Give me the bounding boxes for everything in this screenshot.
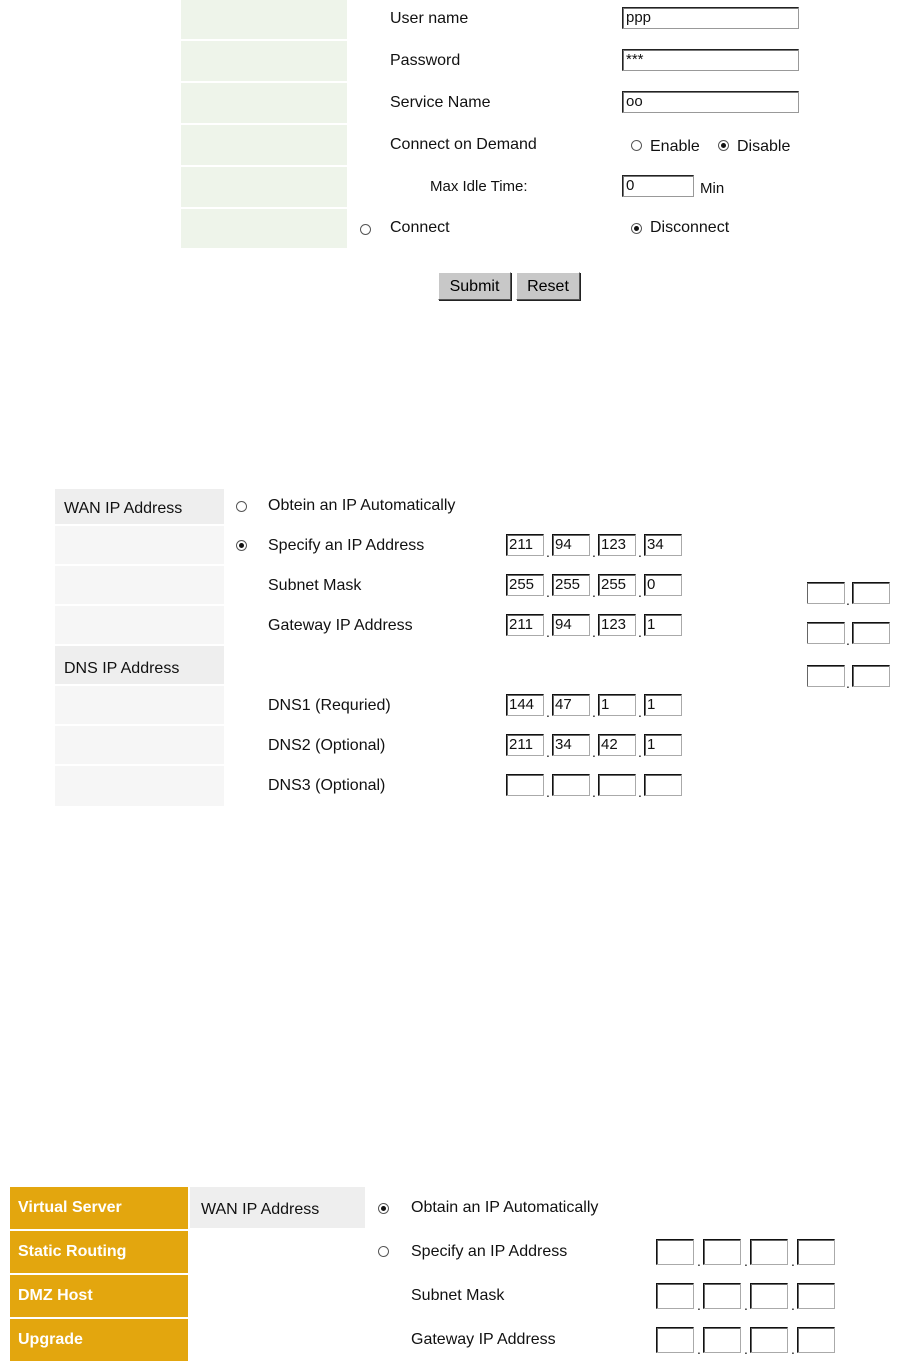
separator-dot: . <box>638 704 642 720</box>
label-cell <box>55 686 224 724</box>
dns2-label: DNS2 (Optional) <box>268 737 386 754</box>
enable-radio[interactable] <box>631 140 642 151</box>
fragment-input[interactable] <box>807 665 845 687</box>
fragment-input[interactable] <box>852 582 890 604</box>
min-label: Min <box>700 180 725 197</box>
label-cell <box>55 766 224 806</box>
disconnect-label: Disconnect <box>650 219 730 236</box>
label-cell <box>55 566 224 604</box>
ip-octet-3[interactable]: 123 <box>598 534 636 556</box>
bottom-subnet-octet-4[interactable] <box>797 1283 835 1309</box>
bottom-subnet-octet-1[interactable] <box>656 1283 694 1309</box>
bottom-ip-octet-1[interactable] <box>656 1239 694 1265</box>
bottom-subnet-octet-3[interactable] <box>750 1283 788 1309</box>
separator-dot: . <box>638 784 642 800</box>
username-input[interactable]: ppp <box>622 7 799 29</box>
separator-dot: . <box>846 632 850 648</box>
enable-label: Enable <box>650 138 700 155</box>
bottom-gateway-label: Gateway IP Address <box>411 1331 556 1348</box>
gateway-octet-1[interactable]: 211 <box>506 614 544 636</box>
bottom-subnet-octet-2[interactable] <box>703 1283 741 1309</box>
ip-octet-4[interactable]: 34 <box>644 534 682 556</box>
dns1-label: DNS1 (Requried) <box>268 697 391 714</box>
password-input[interactable]: *** <box>622 49 799 71</box>
separator-dot: . <box>791 1341 795 1357</box>
service-name-label: Service Name <box>390 94 491 111</box>
connect-on-demand-label: Connect on Demand <box>390 136 537 153</box>
dns3-octet-1[interactable] <box>506 774 544 796</box>
gateway-octet-3[interactable]: 123 <box>598 614 636 636</box>
separator-dot: . <box>546 784 550 800</box>
dns-ip-label: DNS IP Address <box>64 660 180 677</box>
fragment-input[interactable] <box>852 622 890 644</box>
separator-dot: . <box>846 592 850 608</box>
specify-ip-radio[interactable] <box>236 540 247 551</box>
nav-static-routing[interactable]: Static Routing <box>10 1231 188 1273</box>
bottom-obtain-ip-radio[interactable] <box>378 1203 389 1214</box>
divider <box>181 81 347 83</box>
bottom-wan-ip-label: WAN IP Address <box>201 1201 320 1218</box>
bottom-ip-octet-2[interactable] <box>703 1239 741 1265</box>
fragment-input[interactable] <box>852 665 890 687</box>
dns1-octet-4[interactable]: 1 <box>644 694 682 716</box>
separator-dot: . <box>697 1297 701 1313</box>
separator-dot: . <box>744 1253 748 1269</box>
separator-dot: . <box>791 1253 795 1269</box>
specify-ip-label: Specify an IP Address <box>268 537 425 554</box>
gateway-label: Gateway IP Address <box>268 617 413 634</box>
disable-label: Disable <box>737 138 791 155</box>
separator-dot: . <box>546 704 550 720</box>
separator-dot: . <box>638 624 642 640</box>
separator-dot: . <box>744 1341 748 1357</box>
dns2-octet-1[interactable]: 211 <box>506 734 544 756</box>
username-label: User name <box>390 10 469 27</box>
subnet-mask-label: Subnet Mask <box>268 577 362 594</box>
nav-upgrade[interactable]: Upgrade <box>10 1319 188 1361</box>
separator-dot: . <box>791 1297 795 1313</box>
obtain-ip-radio[interactable] <box>236 501 247 512</box>
max-idle-input[interactable]: 0 <box>622 175 694 197</box>
separator-dot: . <box>592 544 596 560</box>
separator-dot: . <box>546 624 550 640</box>
bottom-gateway-octet-1[interactable] <box>656 1327 694 1353</box>
bottom-subnet-label: Subnet Mask <box>411 1287 505 1304</box>
label-cell <box>55 606 224 644</box>
separator-dot: . <box>546 744 550 760</box>
service-name-input[interactable]: oo <box>622 91 799 113</box>
ip-octet-1[interactable]: 211 <box>506 534 544 556</box>
separator-dot: . <box>697 1341 701 1357</box>
dns3-octet-2[interactable] <box>552 774 590 796</box>
subnet-octet-1[interactable]: 255 <box>506 574 544 596</box>
fragment-input[interactable] <box>807 622 845 644</box>
separator-dot: . <box>546 584 550 600</box>
dns2-octet-4[interactable]: 1 <box>644 734 682 756</box>
separator-dot: . <box>638 744 642 760</box>
label-cell <box>55 726 224 764</box>
bottom-ip-octet-4[interactable] <box>797 1239 835 1265</box>
dns1-octet-3[interactable]: 1 <box>598 694 636 716</box>
subnet-octet-3[interactable]: 255 <box>598 574 636 596</box>
separator-dot: . <box>846 675 850 691</box>
bottom-gateway-octet-3[interactable] <box>750 1327 788 1353</box>
dns2-octet-3[interactable]: 42 <box>598 734 636 756</box>
bottom-specify-ip-label: Specify an IP Address <box>411 1243 568 1260</box>
separator-dot: . <box>546 544 550 560</box>
divider <box>181 207 347 209</box>
separator-dot: . <box>592 704 596 720</box>
subnet-octet-4[interactable]: 0 <box>644 574 682 596</box>
separator-dot: . <box>592 584 596 600</box>
dns1-octet-2[interactable]: 47 <box>552 694 590 716</box>
separator-dot: . <box>638 544 642 560</box>
disconnect-radio[interactable] <box>631 223 642 234</box>
divider <box>181 123 347 125</box>
ip-octet-2[interactable]: 94 <box>552 534 590 556</box>
obtain-ip-label: Obtein an IP Automatically <box>268 497 456 514</box>
password-label: Password <box>390 52 461 69</box>
gateway-octet-2[interactable]: 94 <box>552 614 590 636</box>
connect-radio[interactable] <box>360 224 371 235</box>
disable-radio[interactable] <box>718 140 729 151</box>
max-idle-label: Max Idle Time: <box>430 178 528 195</box>
separator-dot: . <box>592 624 596 640</box>
bottom-gateway-octet-2[interactable] <box>703 1327 741 1353</box>
divider <box>181 165 347 167</box>
gateway-octet-4[interactable]: 1 <box>644 614 682 636</box>
reset-button[interactable]: Reset <box>516 272 580 300</box>
connect-label: Connect <box>390 219 450 236</box>
dns2-octet-2[interactable]: 34 <box>552 734 590 756</box>
bottom-obtain-ip-label: Obtain an IP Automatically <box>411 1199 599 1216</box>
bottom-gateway-octet-4[interactable] <box>797 1327 835 1353</box>
dns1-octet-1[interactable]: 144 <box>506 694 544 716</box>
submit-button[interactable]: Submit <box>438 272 511 300</box>
nav-virtual-server[interactable]: Virtual Server <box>10 1187 188 1229</box>
dns3-octet-4[interactable] <box>644 774 682 796</box>
divider <box>181 39 347 41</box>
bottom-ip-octet-3[interactable] <box>750 1239 788 1265</box>
separator-dot: . <box>744 1297 748 1313</box>
fragment-input[interactable] <box>807 582 845 604</box>
nav-dmz-host[interactable]: DMZ Host <box>10 1275 188 1317</box>
separator-dot: . <box>697 1253 701 1269</box>
separator-dot: . <box>592 784 596 800</box>
subnet-octet-2[interactable]: 255 <box>552 574 590 596</box>
dns3-octet-3[interactable] <box>598 774 636 796</box>
separator-dot: . <box>592 744 596 760</box>
separator-dot: . <box>638 584 642 600</box>
dns3-label: DNS3 (Optional) <box>268 777 386 794</box>
wan-ip-label: WAN IP Address <box>64 500 183 517</box>
label-cell <box>55 526 224 564</box>
bottom-specify-ip-radio[interactable] <box>378 1246 389 1257</box>
